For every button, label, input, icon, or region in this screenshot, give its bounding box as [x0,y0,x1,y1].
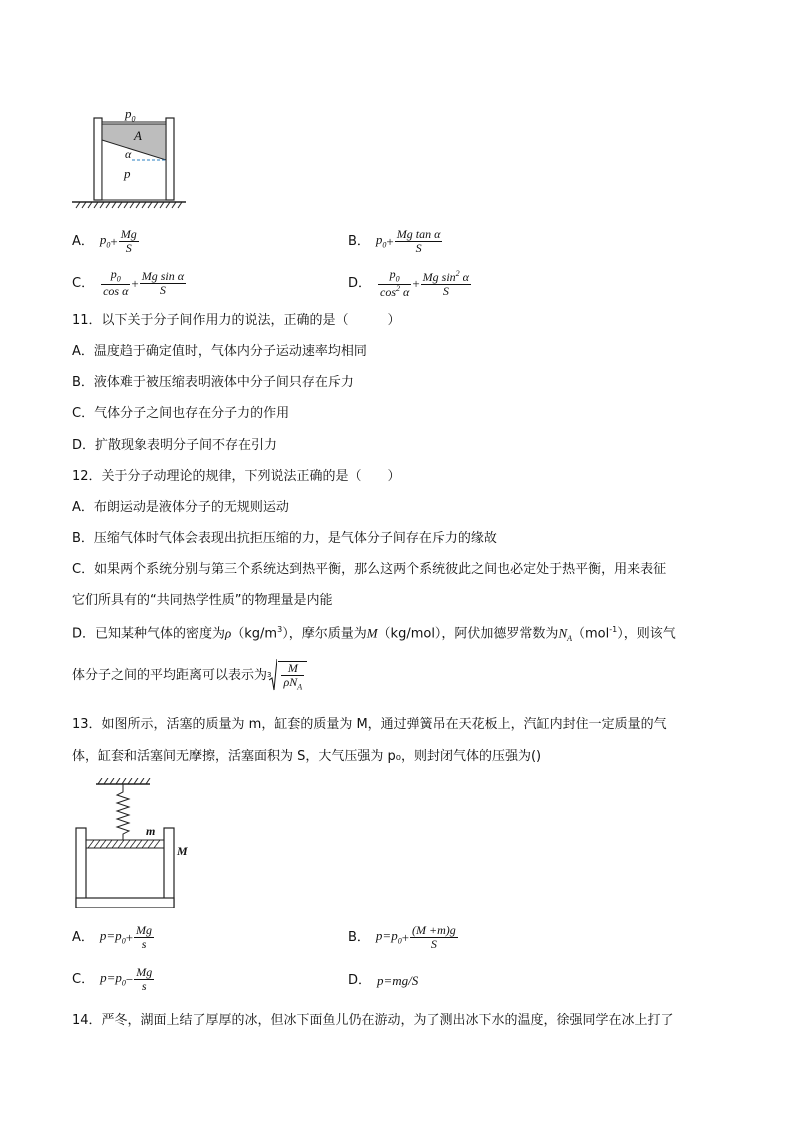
q12-option-c-line2: 它们所具有的“共同热学性质”的物理量是内能 [72,593,333,608]
q12-option-d-line2: 体分子之间的平均距离可以表示为 3 $\frac{M}{\rho N_A}$ [72,658,307,692]
q14-line1: 14．严冬，湖面上结了厚厚的冰，但冰下面鱼儿仍在游动，为了测出冰下水的温度，徐强同学在冰上打了 [72,1013,674,1028]
q13-line1: 13．如图所示，活塞的质量为 m，缸套的质量为 M，通过弹簧吊在天花板上，汽缸内封住一定质量的气 [72,717,667,732]
q11-option-c: C．气体分子之间也存在分子力的作用 [72,406,290,421]
fig13-m-label: m [146,824,156,838]
q12-option-a: A．布朗运动是液体分子的无规则运动 [72,500,289,515]
q10-option-a: A． $p_0$ + $\frac{Mg}{S}$ [72,227,137,256]
cube-root: 3 $\frac{M}{\rho N_A}$ [267,658,307,692]
q13-line2: 体，缸套和活塞间无摩擦，活塞面积为 S，大气压强为 p₀，则封闭气体的压强为() [72,749,542,764]
q13-option-a: A． $p=p_0$ + $\frac{Mg}{s}$ [72,923,153,952]
q11-option-b: B．液体难于被压缩表明液体中分子间只存在斥力 [72,375,354,390]
q10-option-d: D． $\frac{p_0}{\cos^2 \alpha}$ + $\frac{Mg \sin^2 \alpha}{S}$ [348,267,469,300]
fig10-alpha-label: α [125,147,132,161]
q12-option-c-line1: C．如果两个系统分别与第三个系统达到热平衡，那么这两个系统彼此之间也必定处于热平衡，用来表征 [72,562,667,577]
q11-option-d: D．扩散现象表明分子间不存在引力 [72,438,278,453]
q12-stem: 12．关于分子动理论的规律，下列说法正确的是（ ） [72,469,401,484]
fig10-p-label: p [124,166,131,181]
q10-option-c: C． $\frac{p_0}{\text{cos α}}$ + $\frac{\text{Mg sin α}}{S}$ [72,267,185,299]
q12-option-d-line1: D．已知某种气体的密度为$\rho(kg/m^3)$，摩尔质量为M（kg/mol），阿伏加德罗常数为$N_A(mol^{-1})$，则该气 [72,625,676,643]
q13-option-d: D． p=mg/S [348,973,419,988]
q12-option-b: B．压缩气体时气体会表现出抗拒压缩的力，是气体分子间存在斥力的缘故 [72,531,497,546]
radical-sign-icon [269,658,277,692]
fig10-p0-label: $p_0$ [125,106,136,124]
q11-option-a: A．温度趋于确定值时，气体内分子运动速率均相同 [72,344,367,359]
fig13-M-label: M [177,844,188,858]
q11-stem: 11．以下关于分子间作用力的说法，正确的是（ ） [72,313,401,328]
fig10-A-label: A [134,128,142,143]
spring-cylinder-figure [72,778,192,908]
q13-option-b: B． $p=p_0$ + $\frac{(M +m)g}{S}$ [348,923,456,952]
q13-option-c: C． $p=p_0$ − $\frac{Mg}{s}$ [72,965,153,994]
q10-option-b: B． $p_0$ + $\frac{\text{Mg tan α}}{S}$ [348,227,441,256]
